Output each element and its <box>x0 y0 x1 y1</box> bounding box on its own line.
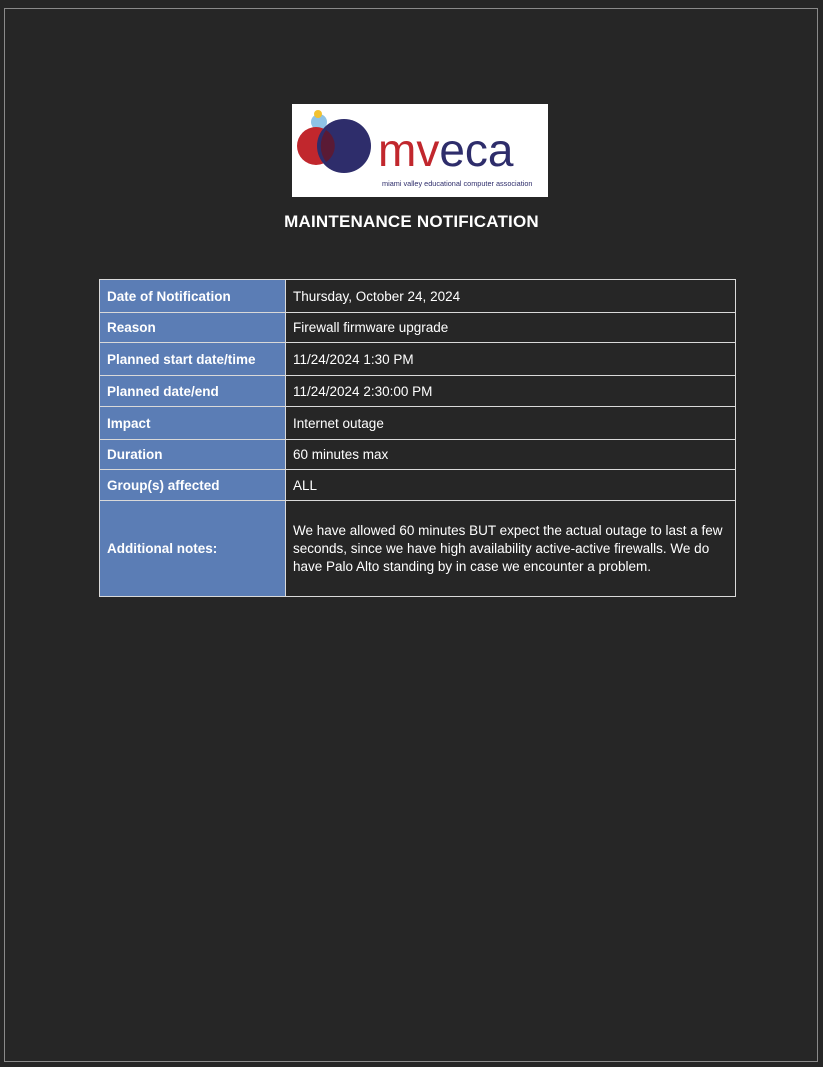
row-value: 11/24/2024 1:30 PM <box>286 343 736 376</box>
row-label: Additional notes: <box>100 501 286 597</box>
page-title: MAINTENANCE NOTIFICATION <box>284 212 539 231</box>
logo-tagline: miami valley educational computer association <box>382 179 533 188</box>
row-label: Duration <box>100 440 286 470</box>
mveca-logo-graphic <box>292 104 548 197</box>
table-row <box>100 343 736 376</box>
additional-notes-text: We have allowed 60 minutes BUT expect the actual outage to last a few seconds, since we have high availability active-active firewalls. We do have Palo Alto standing by in case we encounter a problem. <box>286 501 736 597</box>
logo-yellow-dot <box>314 110 322 118</box>
row-label: Reason <box>100 313 286 343</box>
row-value: Thursday, October 24, 2024 <box>286 280 736 313</box>
table-row <box>100 280 736 313</box>
logo-wordmark: mveca <box>378 124 514 176</box>
mveca-logo <box>292 104 548 197</box>
maintenance-details-table <box>99 279 736 597</box>
row-value: ALL <box>286 470 736 501</box>
table-row <box>100 501 736 597</box>
table-row <box>100 440 736 470</box>
row-label: Group(s) affected <box>100 470 286 501</box>
table-row <box>100 407 736 440</box>
row-label: Impact <box>100 407 286 440</box>
row-label: Planned date/end <box>100 376 286 407</box>
table-row <box>100 470 736 501</box>
table-row <box>100 376 736 407</box>
row-label: Date of Notification <box>100 280 286 313</box>
row-label: Planned start date/time <box>100 343 286 376</box>
row-value: Firewall firmware upgrade <box>286 313 736 343</box>
table-row <box>100 313 736 343</box>
row-value: 11/24/2024 2:30:00 PM <box>286 376 736 407</box>
row-value: Internet outage <box>286 407 736 440</box>
row-value: 60 minutes max <box>286 440 736 470</box>
